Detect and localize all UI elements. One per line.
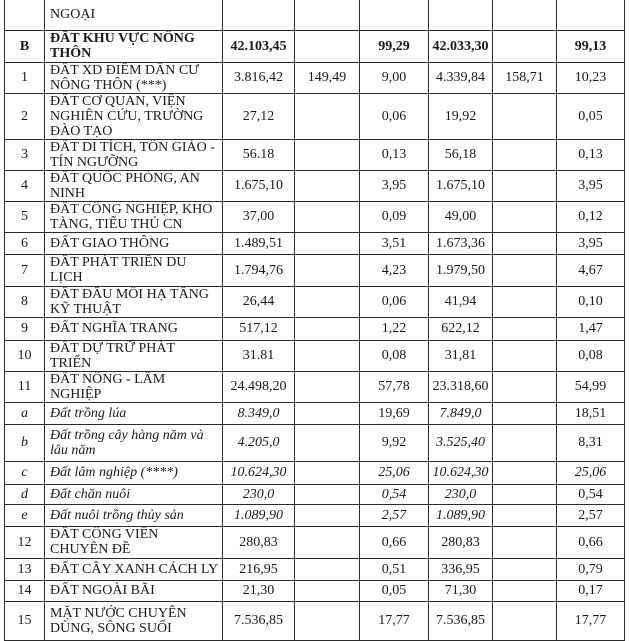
percent-planned-cell: 3,95 <box>557 170 625 201</box>
area-sub-current-cell <box>295 424 360 461</box>
table-row <box>5 402 625 424</box>
area-planned-cell: 71,30 <box>429 580 493 601</box>
row-index-cell: 11 <box>5 371 45 402</box>
area-planned-cell <box>429 0 493 30</box>
area-planned-cell: 336,95 <box>429 558 493 580</box>
percent-current-cell: 0,51 <box>360 558 429 580</box>
area-current-cell: 1.794,76 <box>223 254 295 286</box>
percent-current-cell: 99,29 <box>360 30 429 62</box>
area-current-cell: 21,30 <box>223 580 295 601</box>
area-sub-planned-cell <box>493 601 557 640</box>
land-type-cell: ĐẤT GIAO THÔNG <box>45 232 223 254</box>
percent-planned-cell: 0,79 <box>557 558 625 580</box>
table-row <box>5 461 625 484</box>
area-sub-current-cell <box>295 504 360 526</box>
area-planned-cell: 56,18 <box>429 139 493 170</box>
area-current-cell: 27,12 <box>223 93 295 139</box>
area-planned-cell: 10.624,30 <box>429 461 493 484</box>
area-current-cell: 1.489,51 <box>223 232 295 254</box>
area-sub-planned-cell <box>493 526 557 558</box>
area-sub-current-cell <box>295 254 360 286</box>
percent-current-cell: 4,23 <box>360 254 429 286</box>
table-row <box>5 0 625 30</box>
percent-current-cell: 0,06 <box>360 93 429 139</box>
area-sub-planned-cell <box>493 170 557 201</box>
percent-current-cell: 25,06 <box>360 461 429 484</box>
percent-planned-cell: 54,99 <box>557 371 625 402</box>
percent-planned-cell: 0,17 <box>557 580 625 601</box>
table-row <box>5 139 625 170</box>
land-type-cell: ĐẤT CƠ QUAN, VIỆN NGHIÊN CỨU, TRƯỜNG ĐÀO TẠO <box>45 93 223 139</box>
area-planned-cell: 230,0 <box>429 484 493 504</box>
table-row <box>5 170 625 201</box>
area-sub-current-cell <box>295 30 360 62</box>
area-planned-cell: 7.849,0 <box>429 402 493 424</box>
percent-planned-cell: 3,95 <box>557 232 625 254</box>
area-current-cell: 10.624,30 <box>223 461 295 484</box>
area-sub-planned-cell: 158,71 <box>493 62 557 93</box>
area-sub-current-cell <box>295 340 360 371</box>
table-row <box>5 504 625 526</box>
area-current-cell: 56.18 <box>223 139 295 170</box>
area-sub-planned-cell <box>493 424 557 461</box>
table-row <box>5 484 625 504</box>
area-planned-cell: 1.673,36 <box>429 232 493 254</box>
area-sub-current-cell <box>295 317 360 340</box>
land-type-cell: ĐẤT DỰ TRỮ PHÁT TRIỂN <box>45 340 223 371</box>
row-index-cell: 12 <box>5 526 45 558</box>
table-row <box>5 232 625 254</box>
percent-planned-cell: 99,13 <box>557 30 625 62</box>
percent-planned-cell <box>557 0 625 30</box>
area-sub-planned-cell <box>493 317 557 340</box>
table-row <box>5 286 625 317</box>
percent-planned-cell: 0,66 <box>557 526 625 558</box>
percent-current-cell <box>360 0 429 30</box>
area-sub-current-cell <box>295 526 360 558</box>
area-planned-cell: 1.675,10 <box>429 170 493 201</box>
row-index-cell: 9 <box>5 317 45 340</box>
row-index-cell: B <box>5 30 45 62</box>
area-sub-current-cell <box>295 286 360 317</box>
percent-current-cell: 0,13 <box>360 139 429 170</box>
percent-planned-cell: 8,31 <box>557 424 625 461</box>
percent-planned-cell: 1,47 <box>557 317 625 340</box>
table-row <box>5 580 625 601</box>
area-planned-cell: 4.339,84 <box>429 62 493 93</box>
percent-current-cell: 0,66 <box>360 526 429 558</box>
area-planned-cell: 19,92 <box>429 93 493 139</box>
area-sub-current-cell <box>295 0 360 30</box>
area-current-cell: 26,44 <box>223 286 295 317</box>
percent-planned-cell: 0,12 <box>557 201 625 232</box>
row-index-cell: a <box>5 402 45 424</box>
area-current-cell: 1.675,10 <box>223 170 295 201</box>
land-type-cell: ĐẤT ĐẦU MỐI HẠ TẦNG KỸ THUẬT <box>45 286 223 317</box>
table-row <box>5 93 625 139</box>
land-type-cell: NGOẠI <box>45 0 223 30</box>
land-use-table <box>4 0 625 641</box>
percent-planned-cell: 10,23 <box>557 62 625 93</box>
table-row <box>5 526 625 558</box>
area-current-cell: 230,0 <box>223 484 295 504</box>
area-sub-current-cell <box>295 461 360 484</box>
percent-current-cell: 9,00 <box>360 62 429 93</box>
table-row <box>5 254 625 286</box>
area-current-cell: 37,00 <box>223 201 295 232</box>
land-type-cell: Đất trồng lúa <box>45 402 223 424</box>
row-index-cell: 6 <box>5 232 45 254</box>
table-row <box>5 62 625 93</box>
row-index-cell: 1 <box>5 62 45 93</box>
percent-current-cell: 0,06 <box>360 286 429 317</box>
area-current-cell: 280,83 <box>223 526 295 558</box>
area-sub-current-cell <box>295 580 360 601</box>
row-index-cell: 2 <box>5 93 45 139</box>
area-planned-cell: 23.318,60 <box>429 371 493 402</box>
area-sub-planned-cell <box>493 232 557 254</box>
area-current-cell: 42.103,45 <box>223 30 295 62</box>
area-planned-cell: 7.536,85 <box>429 601 493 640</box>
area-sub-current-cell <box>295 232 360 254</box>
area-planned-cell: 1.089,90 <box>429 504 493 526</box>
percent-current-cell: 3,51 <box>360 232 429 254</box>
area-sub-planned-cell <box>493 371 557 402</box>
area-sub-current-cell <box>295 558 360 580</box>
row-index-cell: 10 <box>5 340 45 371</box>
land-type-cell: ĐẤT KHU VỰC NÔNG THÔN <box>45 30 223 62</box>
row-index-cell: 5 <box>5 201 45 232</box>
area-current-cell: 4.205,0 <box>223 424 295 461</box>
area-sub-planned-cell <box>493 484 557 504</box>
land-type-cell: ĐẤT NGHĨA TRANG <box>45 317 223 340</box>
percent-planned-cell: 0,10 <box>557 286 625 317</box>
row-index-cell: b <box>5 424 45 461</box>
land-type-cell: MẶT NƯỚC CHUYÊN DÙNG, SÔNG SUỐI <box>45 601 223 640</box>
area-sub-planned-cell <box>493 580 557 601</box>
area-sub-current-cell: 149,49 <box>295 62 360 93</box>
area-sub-planned-cell <box>493 0 557 30</box>
percent-current-cell: 0,08 <box>360 340 429 371</box>
area-sub-planned-cell <box>493 30 557 62</box>
area-current-cell: 3.816,42 <box>223 62 295 93</box>
table-row <box>5 201 625 232</box>
area-current-cell: 7.536,85 <box>223 601 295 640</box>
table-row <box>5 30 625 62</box>
area-sub-current-cell <box>295 170 360 201</box>
row-index-cell: c <box>5 461 45 484</box>
percent-planned-cell: 0,05 <box>557 93 625 139</box>
percent-planned-cell: 0,54 <box>557 484 625 504</box>
area-current-cell: 517,12 <box>223 317 295 340</box>
row-index-cell <box>5 0 45 30</box>
area-planned-cell: 3.525,40 <box>429 424 493 461</box>
percent-current-cell: 19,69 <box>360 402 429 424</box>
area-sub-planned-cell <box>493 93 557 139</box>
percent-planned-cell: 18,51 <box>557 402 625 424</box>
percent-current-cell: 2,57 <box>360 504 429 526</box>
area-current-cell: 31.81 <box>223 340 295 371</box>
area-sub-current-cell <box>295 402 360 424</box>
row-index-cell: 7 <box>5 254 45 286</box>
area-current-cell: 8.349,0 <box>223 402 295 424</box>
land-type-cell: ĐẤT CÔNG VIÊN CHUYÊN ĐỀ <box>45 526 223 558</box>
percent-current-cell: 0,54 <box>360 484 429 504</box>
percent-planned-cell: 25,06 <box>557 461 625 484</box>
row-index-cell: 14 <box>5 580 45 601</box>
area-sub-current-cell <box>295 484 360 504</box>
row-index-cell: 15 <box>5 601 45 640</box>
row-index-cell: 3 <box>5 139 45 170</box>
area-sub-planned-cell <box>493 340 557 371</box>
land-type-cell: Đất trồng cây hàng năm và lâu năm <box>45 424 223 461</box>
area-sub-planned-cell <box>493 461 557 484</box>
area-current-cell: 24.498,20 <box>223 371 295 402</box>
area-sub-current-cell <box>295 139 360 170</box>
row-index-cell: d <box>5 484 45 504</box>
percent-current-cell: 17,77 <box>360 601 429 640</box>
area-planned-cell: 280,83 <box>429 526 493 558</box>
land-type-cell: Đất lâm nghiệp (****) <box>45 461 223 484</box>
area-current-cell: 1.089,90 <box>223 504 295 526</box>
table-row <box>5 558 625 580</box>
land-type-cell: Đất nuôi trồng thủy sản <box>45 504 223 526</box>
land-type-cell: Đất chăn nuôi <box>45 484 223 504</box>
area-planned-cell: 42.033,30 <box>429 30 493 62</box>
area-sub-planned-cell <box>493 254 557 286</box>
area-current-cell: 216,95 <box>223 558 295 580</box>
table-row <box>5 340 625 371</box>
area-sub-planned-cell <box>493 139 557 170</box>
percent-current-cell: 9,92 <box>360 424 429 461</box>
area-sub-planned-cell <box>493 402 557 424</box>
percent-current-cell: 57,78 <box>360 371 429 402</box>
percent-planned-cell: 4,67 <box>557 254 625 286</box>
area-planned-cell: 49,00 <box>429 201 493 232</box>
area-sub-planned-cell <box>493 504 557 526</box>
row-index-cell: e <box>5 504 45 526</box>
area-sub-current-cell <box>295 201 360 232</box>
land-type-cell: ĐẤT NÔNG - LÂM NGHIỆP <box>45 371 223 402</box>
area-planned-cell: 1.979,50 <box>429 254 493 286</box>
land-type-cell: ĐẤT DI TÍCH, TÔN GIÁO - TÍN NGƯỠNG <box>45 139 223 170</box>
area-sub-current-cell <box>295 93 360 139</box>
land-type-cell: ĐẤT QUỐC PHÒNG, AN NINH <box>45 170 223 201</box>
area-planned-cell: 622,12 <box>429 317 493 340</box>
percent-current-cell: 1,22 <box>360 317 429 340</box>
area-sub-planned-cell <box>493 558 557 580</box>
table-row <box>5 317 625 340</box>
area-sub-planned-cell <box>493 286 557 317</box>
percent-planned-cell: 0,13 <box>557 139 625 170</box>
area-sub-current-cell <box>295 371 360 402</box>
table-row <box>5 424 625 461</box>
area-sub-current-cell <box>295 601 360 640</box>
row-index-cell: 8 <box>5 286 45 317</box>
percent-planned-cell: 2,57 <box>557 504 625 526</box>
percent-planned-cell: 17,77 <box>557 601 625 640</box>
area-current-cell <box>223 0 295 30</box>
percent-planned-cell: 0,08 <box>557 340 625 371</box>
land-type-cell: ĐẤT NGOÀI BÃI <box>45 580 223 601</box>
area-sub-planned-cell <box>493 201 557 232</box>
land-type-cell: ĐẤT XD ĐIỂM DÂN CƯ NÔNG THÔN (***) <box>45 62 223 93</box>
percent-current-cell: 0,09 <box>360 201 429 232</box>
percent-current-cell: 0,05 <box>360 580 429 601</box>
row-index-cell: 4 <box>5 170 45 201</box>
land-type-cell: ĐẤT PHÁT TRIỂN DU LỊCH <box>45 254 223 286</box>
area-planned-cell: 31,81 <box>429 340 493 371</box>
area-planned-cell: 41,94 <box>429 286 493 317</box>
row-index-cell: 13 <box>5 558 45 580</box>
percent-current-cell: 3,95 <box>360 170 429 201</box>
land-type-cell: ĐẤT CÂY XANH CÁCH LY <box>45 558 223 580</box>
table-row <box>5 371 625 402</box>
table-row <box>5 601 625 640</box>
land-type-cell: ĐẤT CÔNG NGHIỆP, KHO TÀNG, TIỂU THỦ CN <box>45 201 223 232</box>
table-body <box>5 0 625 640</box>
